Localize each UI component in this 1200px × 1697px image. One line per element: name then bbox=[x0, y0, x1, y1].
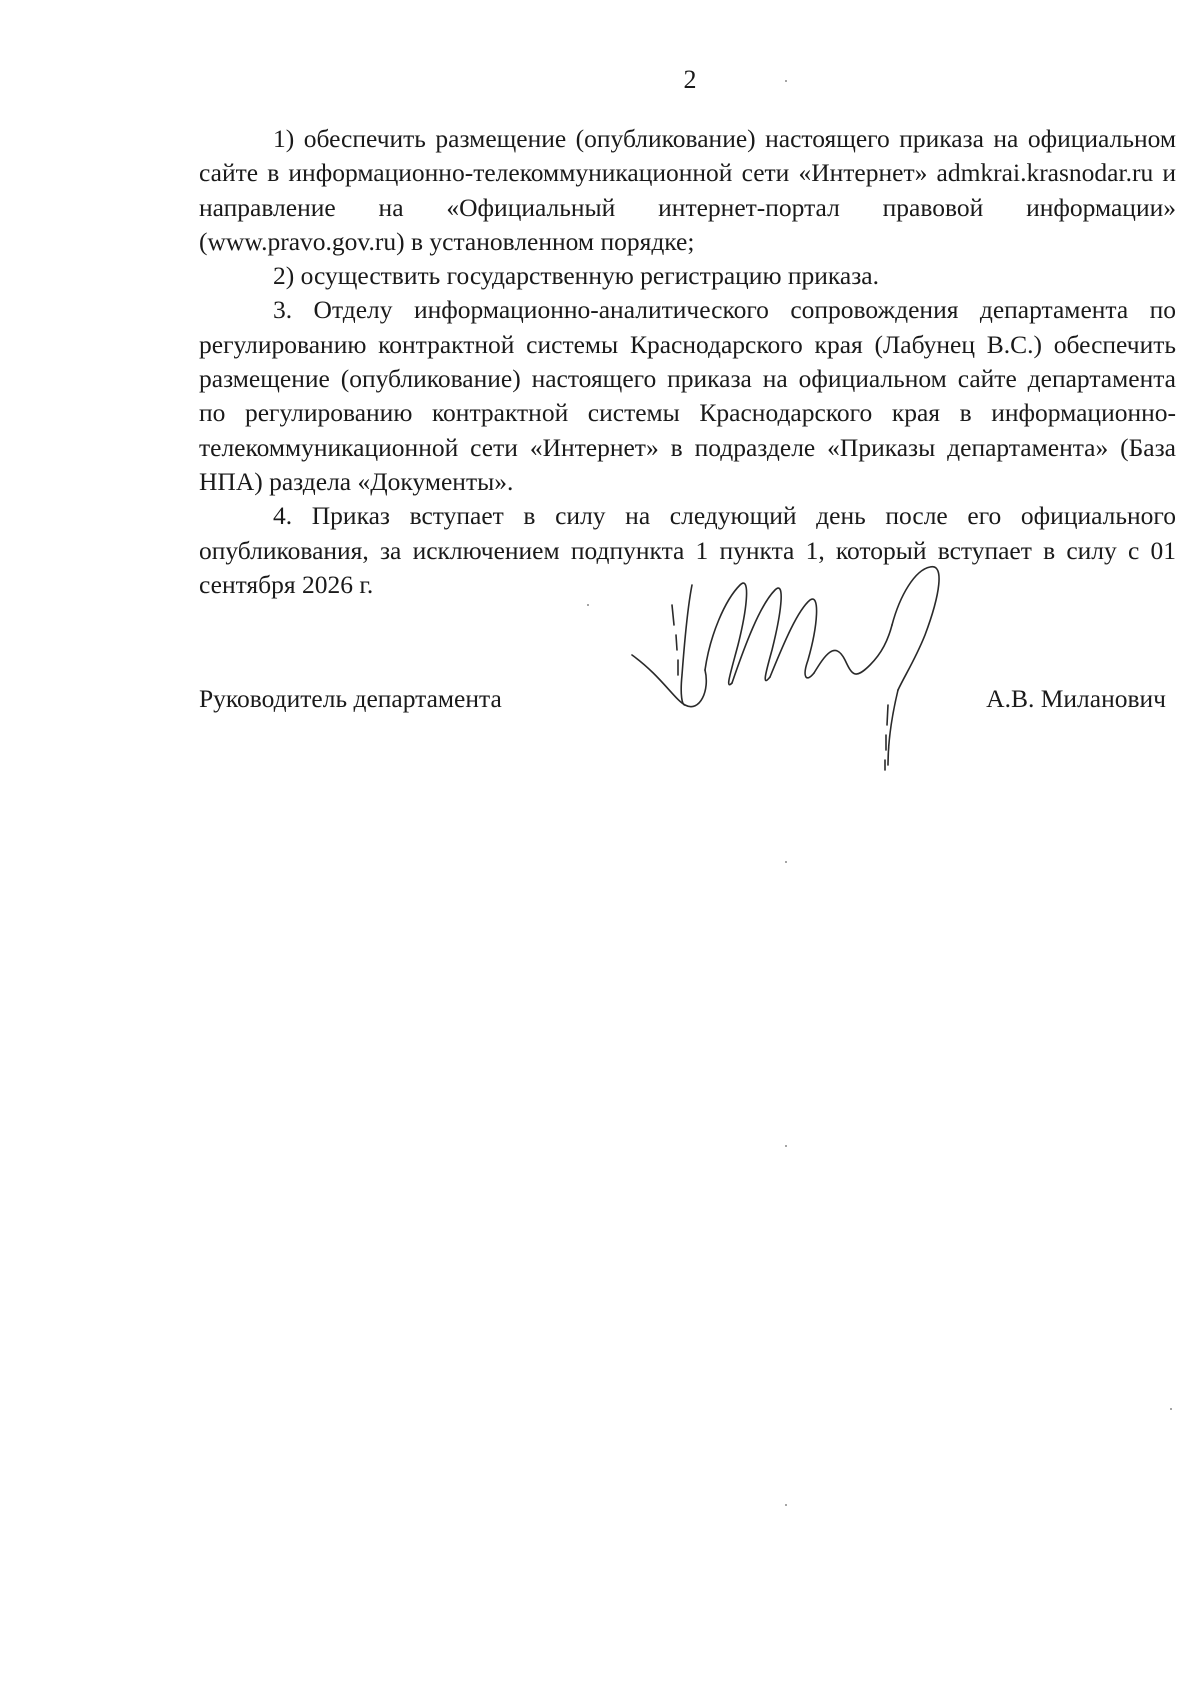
scan-speck bbox=[785, 80, 787, 82]
paragraph-subitem-2: 2) осуществить государственную регистрацию приказа. bbox=[273, 261, 879, 291]
signatory-name: А.В. Миланович bbox=[986, 684, 1166, 713]
scan-speck bbox=[1170, 1408, 1172, 1410]
scan-speck bbox=[785, 861, 787, 863]
paragraph-subitem-1: 1) обеспечить размещение (опубликование) настоящего приказа на официальном сайте в информационно-телекоммуникационной сети «Интернет» admkrai.krasnodar.ru и направление на «Официальный интернет-портал правовой информации» (www.pravo.gov.ru) в установленном порядке; bbox=[199, 124, 1176, 256]
paragraph-item-3: 3. Отделу информационно-аналитического сопровождения департамента по регулированию контрактной системы Краснодарского края (Лабунец В.С.) обеспечить размещение (опубликование) настоящего приказа на официальном сайте департамента по регулированию контрактной системы Краснодарского края в информационно-телекоммуникационной сети «Интернет» в подразделе «Приказы департамента» (База НПА) раздела «Документы». bbox=[199, 295, 1176, 496]
signatory-position: Руководитель департамента bbox=[199, 684, 502, 713]
scan-speck bbox=[785, 1504, 787, 1506]
page-number: 2 bbox=[683, 65, 697, 94]
signature-block bbox=[199, 682, 1176, 722]
scan-speck bbox=[587, 604, 589, 606]
scan-speck bbox=[785, 1145, 787, 1147]
document-body bbox=[199, 122, 1176, 602]
paragraph-item-4: 4. Приказ вступает в силу на следующий день после его официального опубликования, за исключением подпункта 1 пункта 1, который вступает в силу с 01 сентября 2026 г. bbox=[199, 501, 1176, 599]
